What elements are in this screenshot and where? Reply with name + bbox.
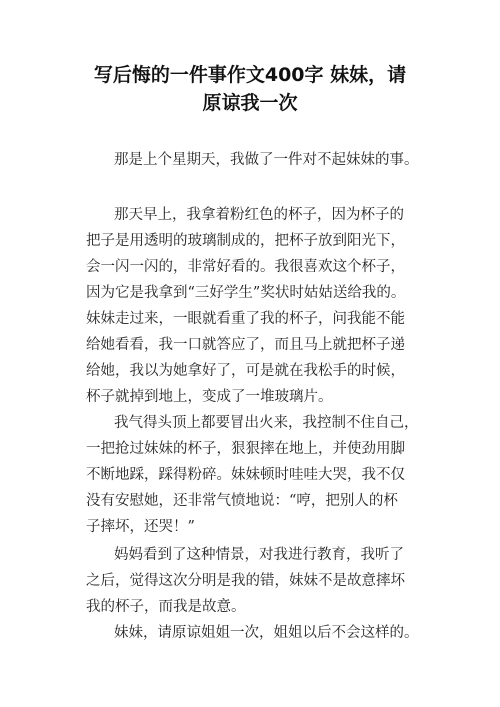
paragraph-4-line-2: 之后，觉得这次分明是我的错，妹妹不是故意摔坏	[86, 573, 405, 589]
paragraph-2-line-2: 把子是用透明的玻璃制成的，把杯子放到阳光下，	[86, 233, 405, 249]
document-title-line-2: 原谅我一次	[202, 92, 298, 114]
document-title-line-1: 写后悔的一件事作文400字 妹妹，请	[93, 64, 407, 86]
paragraph-2-line-6: 给她看看，我一口就答应了，而且马上就把杯子递	[86, 337, 405, 353]
paragraph-2-line-1: 那天早上，我拿着粉红色的杯子，因为杯子的	[114, 207, 404, 223]
paragraph-2-line-4: 因为它是我拿到“三好学生”奖状时姑姑送给我的。	[86, 285, 406, 301]
paragraph-3-line-5: 子摔坏，还哭！”	[86, 519, 195, 535]
paragraph-2-line-7: 给她，我以为她拿好了，可是就在我松手的时候，	[86, 363, 405, 379]
paragraph-4-line-1: 妈妈看到了这种情景，对我进行教育，我听了	[114, 547, 404, 563]
paragraph-3-line-2: 一把抢过妹妹的杯子，狠狠摔在地上，并使劲用脚	[86, 441, 405, 457]
paragraph-4-line-3: 我的杯子，而我是故意。	[86, 599, 246, 615]
paragraph-1-line-1: 那是上个星期天，我做了一件对不起妹妹的事。	[114, 152, 419, 168]
paragraph-2-line-8: 杯子就掉到地上，变成了一堆玻璃片。	[86, 389, 333, 405]
paragraph-2-line-3: 会一闪一闪的，非常好看的。我很喜欢这个杯子，	[86, 259, 405, 275]
paragraph-3-line-3: 不断地踩，踩得粉碎。妹妹顿时哇哇大哭，我不仅	[86, 467, 405, 483]
paragraph-2-line-5: 妹妹走过来，一眼就看重了我的杯子，问我能不能	[86, 311, 405, 327]
paragraph-3-line-1: 我气得头顶上都要冒出火来，我控制不住自己，	[114, 415, 419, 431]
paragraph-5-line-1: 妹妹，请原谅姐姐一次，姐姐以后不会这样的。	[114, 625, 419, 641]
paragraph-3-line-4: 没有安慰她，还非常气愤地说：“哼，把别人的杯	[86, 493, 398, 509]
